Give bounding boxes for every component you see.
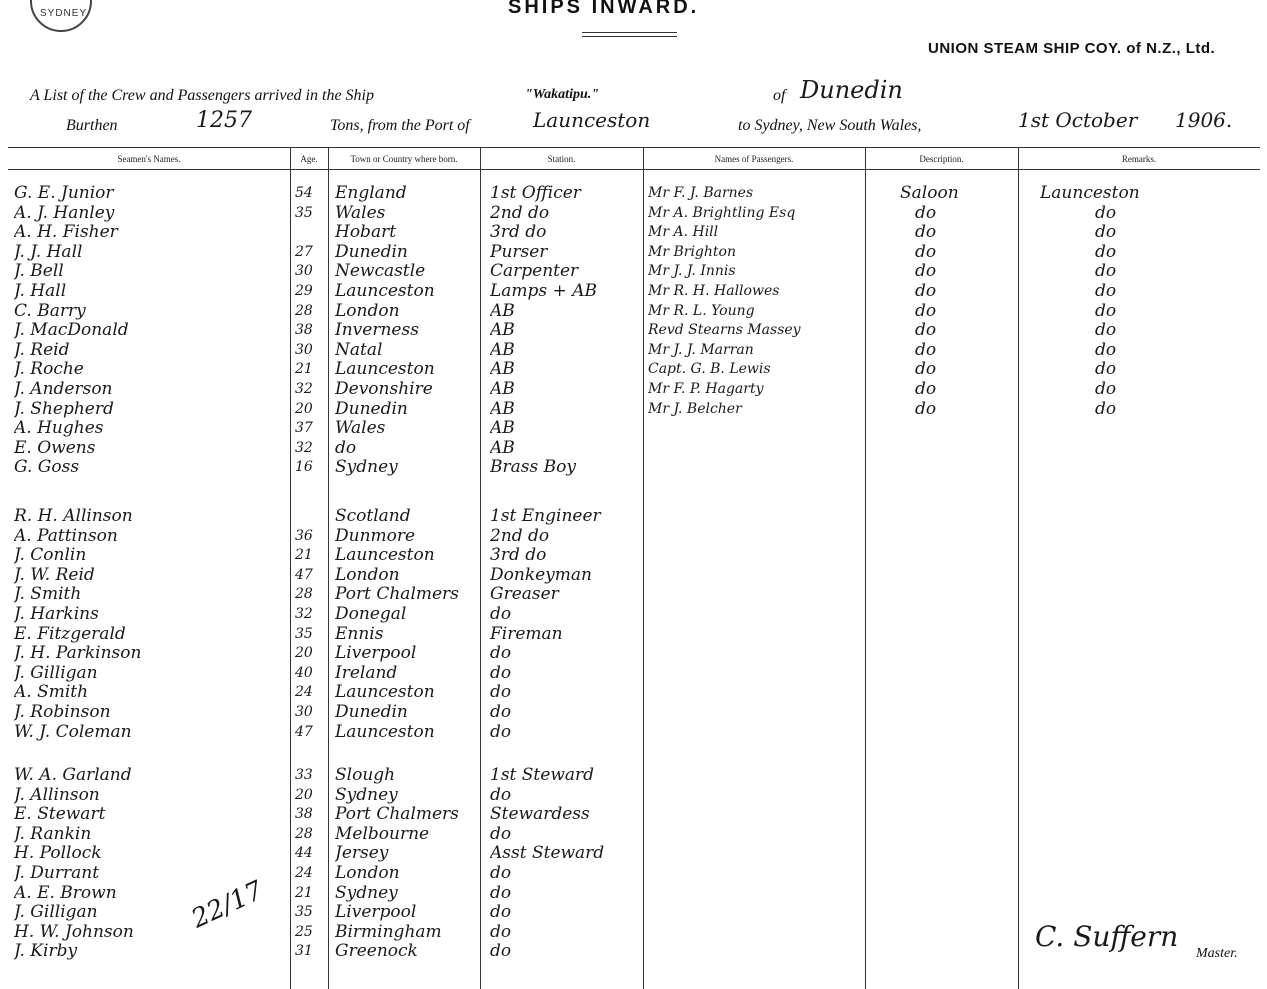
passenger-remarks: do (1095, 281, 1117, 301)
seaman-station: AB (490, 300, 515, 321)
from-port: Launceston (533, 108, 651, 132)
seaman-station: AB (490, 359, 515, 380)
seaman-name: J. Harkins (14, 604, 99, 624)
passenger-row (0, 379, 1267, 399)
seaman-station: AB (490, 418, 515, 439)
passenger-description: do (915, 339, 937, 360)
passenger-name: Capt. G. B. Lewis (648, 361, 771, 378)
seaman-age: 35 (295, 204, 313, 221)
seaman-name: J. Anderson (14, 379, 113, 399)
seaman-station: do (490, 823, 512, 844)
seaman-age: 32 (295, 381, 313, 397)
crew-row (0, 418, 1267, 438)
seaman-station: 1st Officer (490, 183, 581, 203)
seaman-age: 20 (295, 786, 313, 803)
crew-row (0, 624, 1267, 644)
seaman-birthplace: Liverpool (335, 902, 417, 923)
seaman-age: 16 (295, 459, 313, 476)
seaman-name: E. Fitzgerald (14, 623, 126, 644)
seaman-station: 3rd do (490, 545, 547, 566)
passenger-row (0, 399, 1267, 419)
passenger-description: do (915, 300, 937, 321)
passenger-name: Mr F. P. Hagarty (648, 381, 764, 397)
burthen-value: 1257 (196, 108, 252, 133)
seaman-station: do (490, 921, 512, 942)
col-header-seamen: Seamen's Names. (117, 154, 181, 164)
seaman-birthplace: Inverness (335, 320, 419, 341)
passenger-name: Mr A. Brightling Esq (648, 204, 796, 221)
seaman-name: G. Goss (14, 457, 80, 478)
crew-row (0, 682, 1267, 702)
passenger-description: do (915, 281, 937, 301)
seaman-station: AB (490, 339, 515, 360)
passenger-row (0, 320, 1267, 340)
crew-row (0, 643, 1267, 663)
seaman-age: 28 (295, 825, 313, 842)
seaman-name: J. Roche (14, 359, 84, 380)
seaman-age: 28 (295, 586, 313, 603)
seaman-birthplace: Dunedin (335, 241, 408, 262)
passenger-row (0, 359, 1267, 379)
seaman-age: 38 (295, 806, 313, 823)
seaman-station: Purser (490, 241, 548, 262)
passenger-row (0, 281, 1267, 301)
seaman-station: do (490, 643, 512, 664)
seaman-name: E. Owens (14, 437, 96, 458)
seaman-age: 35 (295, 904, 313, 921)
seaman-station: AB (490, 398, 515, 419)
seaman-name: J. Bell (14, 261, 64, 282)
passenger-description: do (915, 261, 937, 282)
seaman-station: Donkeyman (490, 564, 592, 585)
seaman-name: J. Gilligan (14, 662, 98, 683)
crew-row (0, 506, 1267, 526)
seaman-birthplace: Liverpool (335, 643, 417, 664)
seaman-birthplace: London (335, 863, 400, 883)
col-header-age: Age. (300, 154, 318, 164)
seaman-name: J. Durrant (14, 863, 100, 883)
seaman-age: 47 (295, 723, 313, 740)
passenger-remarks: do (1095, 359, 1117, 380)
seaman-name: J. MacDonald (14, 320, 129, 341)
seaman-station: do (490, 682, 512, 703)
passenger-name: Mr J. J. Innis (648, 263, 736, 280)
passenger-remarks: do (1095, 320, 1117, 341)
passenger-remarks: do (1095, 241, 1117, 262)
seaman-age (295, 506, 327, 526)
passenger-description: do (915, 202, 937, 223)
seaman-name: W. A. Garland (14, 765, 132, 785)
seaman-station: do (490, 662, 512, 683)
seaman-birthplace: Donegal (335, 604, 407, 624)
seaman-name: C. Barry (14, 300, 86, 321)
seaman-station: Asst Steward (490, 843, 605, 864)
seaman-age: 32 (295, 606, 313, 622)
seaman-name: H. Pollock (14, 843, 102, 864)
seaman-birthplace: Port Chalmers (335, 804, 459, 825)
passenger-description: do (915, 320, 937, 341)
seaman-age: 32 (295, 439, 313, 456)
passenger-description: do (915, 398, 937, 419)
seaman-birthplace: Sydney (335, 882, 398, 903)
passenger-row (0, 261, 1267, 281)
seaman-station: Greaser (490, 584, 559, 605)
seaman-station: 2nd do (490, 202, 550, 223)
passenger-remarks: do (1095, 202, 1117, 223)
seaman-age: 30 (295, 704, 313, 720)
title-rule-2 (582, 36, 677, 37)
crew-row (0, 526, 1267, 546)
burthen-label: Burthen (66, 117, 118, 134)
seaman-birthplace: Ireland (335, 662, 398, 683)
passenger-name: Mr F. J. Barnes (648, 185, 754, 201)
seaman-age: 20 (295, 400, 313, 417)
stamp-text: SYDNEY (40, 8, 88, 19)
passenger-row (0, 340, 1267, 360)
col-header-description: Description. (919, 154, 964, 164)
seaman-name: J. Gilligan (14, 902, 98, 923)
passenger-remarks: do (1095, 300, 1117, 321)
to-label: to Sydney, New South Wales, (738, 117, 922, 134)
seaman-name: J. Shepherd (14, 398, 114, 419)
seaman-station: Stewardess (490, 804, 590, 825)
crew-row (0, 438, 1267, 458)
seaman-age: 24 (295, 865, 313, 881)
crew-row (0, 702, 1267, 722)
seaman-age: 25 (295, 923, 313, 940)
seaman-name: J. Rankin (14, 823, 92, 844)
seaman-name: J. Reid (14, 339, 70, 360)
seaman-station: do (490, 863, 512, 883)
tons-label: Tons, from the Port of (330, 117, 470, 134)
seaman-name: A. H. Fisher (14, 222, 118, 243)
col-header-born: Town or Country where born. (350, 154, 458, 164)
passenger-description: do (915, 379, 937, 399)
crew-row (0, 604, 1267, 624)
crew-row (0, 765, 1267, 785)
passenger-name: Mr A. Hill (648, 224, 719, 241)
master-label: Master. (1196, 946, 1238, 961)
seaman-station: 3rd do (490, 222, 547, 243)
passenger-remarks: Launceston (1040, 183, 1140, 203)
crew-row (0, 785, 1267, 805)
passenger-row (0, 183, 1267, 203)
seaman-station: AB (490, 437, 515, 458)
col-header-passengers: Names of Passengers. (714, 154, 794, 164)
crew-row (0, 545, 1267, 565)
seaman-name: A. Pattinson (14, 525, 118, 546)
seaman-station: AB (490, 379, 515, 399)
seaman-birthplace: Newcastle (335, 261, 426, 282)
passenger-remarks: do (1095, 339, 1117, 360)
seaman-name: J. Kirby (14, 941, 78, 962)
seaman-age: 54 (295, 185, 313, 201)
seaman-birthplace: Wales (335, 418, 386, 439)
seaman-station: do (490, 702, 512, 722)
seaman-name: H. W. Johnson (14, 921, 134, 942)
master-signature: C. Suffern (1035, 920, 1179, 953)
passenger-remarks: do (1095, 379, 1117, 399)
seaman-name: A. E. Brown (14, 882, 117, 903)
seaman-age: 21 (295, 884, 313, 901)
col-header-remarks: Remarks. (1121, 154, 1157, 164)
seaman-name: J. Hall (14, 281, 67, 301)
seaman-birthplace: Sydney (335, 784, 398, 805)
seaman-birthplace: Jersey (335, 843, 389, 864)
passenger-description: do (915, 222, 937, 243)
date-year: 1906. (1175, 108, 1233, 132)
passenger-name: Revd Stearns Massey (648, 322, 801, 339)
seaman-age: 33 (295, 767, 313, 783)
seaman-birthplace: Wales (335, 202, 386, 223)
seaman-age: 21 (295, 547, 313, 564)
seaman-age: 40 (295, 664, 313, 681)
seaman-name: A. J. Hanley (14, 202, 115, 223)
seaman-birthplace: Melbourne (335, 823, 430, 844)
seaman-station: Carpenter (490, 261, 579, 282)
seaman-station: 2nd do (490, 525, 550, 546)
seaman-name: J. Smith (14, 584, 82, 605)
of-label: of (773, 87, 786, 104)
seaman-station: 1st Engineer (490, 506, 601, 526)
seaman-station: Lamps + AB (490, 281, 597, 301)
seaman-age: 30 (295, 263, 313, 280)
seaman-birthplace: Natal (335, 339, 383, 360)
passenger-row (0, 203, 1267, 223)
seaman-name: J. Allinson (14, 784, 100, 805)
seaman-birthplace: Slough (335, 765, 396, 785)
seaman-birthplace: Launceston (335, 545, 435, 566)
seaman-birthplace: Dunedin (335, 702, 408, 722)
seaman-birthplace: Greenock (335, 941, 418, 962)
passenger-description: do (915, 359, 937, 380)
passenger-remarks: do (1095, 222, 1117, 243)
title-rule-1 (582, 32, 677, 33)
passenger-name: Mr R. L. Young (648, 302, 755, 319)
seaman-birthplace: Birmingham (335, 921, 442, 942)
list-prefix: A List of the Crew and Passengers arrived in the Ship (30, 87, 374, 104)
seaman-birthplace: Scotland (335, 506, 411, 526)
seaman-age: 21 (295, 361, 313, 378)
seaman-name: W. J. Coleman (14, 721, 132, 742)
seaman-birthplace: London (335, 300, 400, 321)
seaman-station: AB (490, 320, 515, 341)
seaman-age: 47 (295, 566, 313, 583)
passenger-remarks: do (1095, 261, 1117, 282)
seaman-birthplace: Launceston (335, 359, 435, 380)
table-top-rule (8, 147, 1260, 148)
header-bottom-rule (8, 169, 1260, 170)
seaman-birthplace: London (335, 564, 400, 585)
seaman-name: J. H. Parkinson (14, 643, 142, 664)
crew-row (0, 843, 1267, 863)
company-name: UNION STEAM SHIP COY. of N.Z., Ltd. (928, 40, 1216, 57)
home-port: Dunedin (800, 76, 903, 104)
seaman-station: do (490, 721, 512, 742)
seaman-age: 31 (295, 943, 313, 960)
crew-row (0, 457, 1267, 477)
seaman-station: do (490, 784, 512, 805)
seaman-age: 27 (295, 243, 313, 260)
seaman-name: J. W. Reid (14, 564, 95, 585)
seaman-station: Brass Boy (490, 457, 576, 478)
seaman-age: 35 (295, 625, 313, 642)
crew-row (0, 663, 1267, 683)
passenger-name: Mr J. Belcher (648, 400, 742, 417)
page-title: SHIPS INWARD. (508, 0, 700, 18)
seaman-station: 1st Steward (490, 765, 595, 785)
seaman-name: A. Smith (14, 682, 89, 703)
col-header-station: Station. (547, 154, 576, 164)
seaman-name: R. H. Allinson (14, 506, 133, 526)
passenger-name: Mr J. J. Marran (648, 341, 754, 358)
postmark-stamp (30, 0, 92, 32)
seaman-age: 44 (295, 845, 313, 862)
seaman-station: do (490, 902, 512, 923)
seaman-age: 20 (295, 645, 313, 662)
crew-row (0, 863, 1267, 883)
passenger-row (0, 301, 1267, 321)
seaman-age: 24 (295, 684, 313, 701)
seaman-name: J. Conlin (14, 545, 87, 566)
seaman-age: 30 (295, 341, 313, 358)
seaman-birthplace: Launceston (335, 281, 435, 301)
seaman-birthplace: Launceston (335, 682, 435, 703)
seaman-age: 37 (295, 420, 313, 437)
seaman-name: G. E. Junior (14, 183, 114, 203)
seaman-age: 38 (295, 322, 313, 339)
crew-row (0, 584, 1267, 604)
seaman-birthplace: Devonshire (335, 379, 433, 399)
seaman-birthplace: Port Chalmers (335, 584, 459, 605)
passenger-remarks: do (1095, 398, 1117, 419)
ship-name: "Wakatipu." (525, 87, 600, 102)
crew-row (0, 565, 1267, 585)
passenger-description: do (915, 241, 937, 262)
seaman-age: 28 (295, 302, 313, 319)
crew-row (0, 722, 1267, 742)
seaman-station: Fireman (490, 623, 563, 644)
passenger-name: Mr R. H. Hallowes (648, 283, 780, 299)
crew-row (0, 883, 1267, 903)
crew-row (0, 804, 1267, 824)
passenger-description: Saloon (900, 183, 959, 203)
passenger-row (0, 222, 1267, 242)
seaman-age: 29 (295, 283, 313, 299)
seaman-name: E. Stewart (14, 804, 106, 825)
seaman-age: 36 (295, 527, 313, 544)
seaman-birthplace: Launceston (335, 721, 435, 742)
crew-row (0, 824, 1267, 844)
seaman-birthplace: Dunmore (335, 525, 416, 546)
seaman-name: J. Robinson (14, 702, 111, 722)
seaman-birthplace: Dunedin (335, 398, 408, 419)
seaman-birthplace: Ennis (335, 623, 384, 644)
seaman-station: do (490, 941, 512, 962)
seaman-station: do (490, 882, 512, 903)
passenger-row (0, 242, 1267, 262)
seaman-birthplace: Hobart (335, 222, 397, 243)
seaman-name: A. Hughes (14, 418, 104, 439)
seaman-birthplace: England (335, 183, 407, 203)
date-day: 1st October (1018, 108, 1138, 132)
seaman-birthplace: do (335, 437, 357, 458)
margin-note: 22/17 (187, 875, 268, 935)
seaman-station: do (490, 604, 512, 624)
passenger-name: Mr Brighton (648, 243, 736, 260)
seaman-name: J. J. Hall (14, 241, 83, 262)
seaman-birthplace: Sydney (335, 457, 398, 478)
